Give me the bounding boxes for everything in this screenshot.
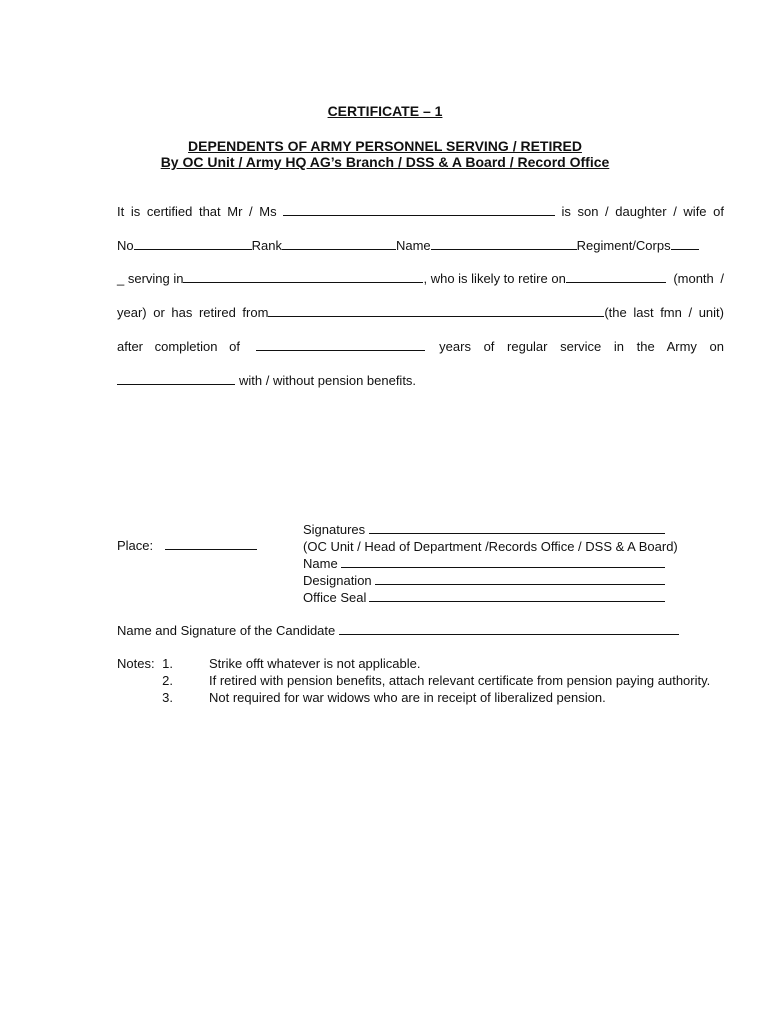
body-line-1 — [117, 204, 724, 219]
notes-section — [117, 656, 710, 707]
sig-name-field[interactable] — [341, 556, 665, 568]
body-line-3 — [117, 271, 724, 286]
note-number: 2. — [162, 673, 173, 688]
body-line-6 — [117, 373, 724, 388]
signatures-row — [303, 522, 678, 539]
service-number-field[interactable] — [134, 238, 252, 250]
note-text: Strike offt whatever is not applicable. — [209, 656, 421, 671]
certificate-title: CERTIFICATE – 1 — [327, 103, 443, 119]
serving-group — [117, 271, 666, 286]
rank-field[interactable] — [282, 238, 396, 250]
place-field[interactable] — [165, 538, 257, 550]
regiment-label: Regiment/Corps — [576, 238, 671, 253]
sig-name-label: Name — [303, 556, 338, 571]
place-label: Place: — [117, 538, 154, 553]
note-item — [117, 656, 710, 673]
certificate-subtitle: DEPENDENTS OF ARMY PERSONNEL SERVING / RETIRED — [188, 138, 582, 154]
certificate-issuer-line: By OC Unit / Army HQ AG’s Branch / DSS & A Board / Record Office — [160, 154, 610, 170]
body-line-4 — [117, 305, 724, 320]
last-unit-text: (the last fmn / unit) — [604, 305, 724, 320]
place-row — [117, 538, 257, 553]
serving-unit-field[interactable] — [183, 271, 423, 283]
note-text: If retired with pension benefits, attach relevant certificate from pension paying authority. — [209, 673, 711, 688]
candidate-label: Name and Signature of the Candidate — [117, 623, 336, 638]
service-date-field[interactable] — [117, 373, 235, 385]
authority-row — [303, 539, 678, 556]
designation-label: Designation — [303, 573, 372, 588]
relation-text: is son / daughter / wife of — [561, 204, 724, 219]
designation-row — [303, 573, 678, 590]
note-text: Not required for war widows who are in receipt of liberalized pension. — [209, 690, 606, 705]
note-number: 3. — [162, 690, 173, 705]
retired-from-field[interactable] — [268, 305, 604, 317]
designation-field[interactable] — [375, 573, 665, 585]
signatures-label: Signatures — [303, 522, 366, 537]
note-item — [117, 673, 710, 690]
years-service-text: years of regular service in the Army on — [439, 339, 724, 354]
certified-text: It is certified that Mr / Ms — [117, 204, 277, 219]
candidate-row — [117, 623, 679, 638]
candidate-field[interactable] — [339, 623, 679, 635]
note-spacer — [117, 690, 157, 707]
name-field[interactable] — [431, 238, 577, 250]
retire-date-field[interactable] — [566, 271, 666, 283]
serving-in-text: _ serving in — [117, 271, 184, 286]
note-item — [117, 690, 710, 707]
pension-text: with / without pension benefits. — [239, 373, 417, 388]
notes-label: Notes: — [117, 656, 155, 671]
office-seal-field[interactable] — [369, 590, 665, 602]
sig-name-row — [303, 556, 678, 573]
years-field[interactable] — [256, 339, 425, 351]
retired-from-text: year) or has retired from — [117, 305, 269, 320]
body-line-5 — [117, 339, 724, 354]
completion-text: after completion of — [117, 339, 240, 354]
month-text: (month / — [673, 271, 724, 286]
no-label: No — [117, 238, 134, 253]
body-line-2 — [117, 238, 724, 253]
name-label: Name — [395, 238, 431, 253]
note-spacer — [117, 673, 157, 690]
note-number: 1. — [162, 656, 173, 671]
office-seal-row — [303, 590, 678, 607]
signatures-field[interactable] — [369, 522, 665, 534]
office-seal-label: Office Seal — [303, 590, 367, 605]
retire-on-text: , who is likely to retire on — [423, 271, 566, 286]
regiment-field[interactable] — [671, 238, 699, 250]
signature-block — [303, 522, 678, 607]
rank-label: Rank — [251, 238, 282, 253]
person-name-field[interactable] — [283, 204, 555, 216]
authority-text: (OC Unit / Head of Department /Records Office / DSS & A Board) — [303, 539, 678, 554]
